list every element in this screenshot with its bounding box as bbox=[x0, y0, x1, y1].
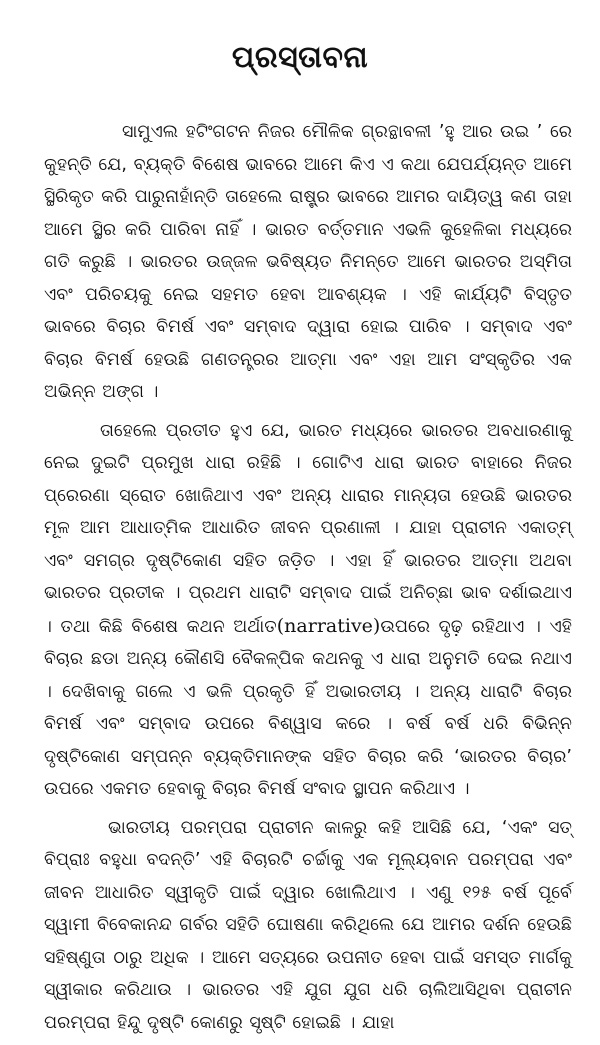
paragraph-3-text: ବହୁଧା ବଦନ୍ତି’ ଏହି ବିଚାରଟି ଚର୍ଚ୍ଚାକୁ ଏକ ମୂଲ୍ୟବାନ ପରମ୍ପରା ଏବଂ ଜୀବନ ଆଧାରିତ ସ୍ୱୀକୃତି ପାଇଁ ଦ୍ୱାର ଖୋଲିଥାଏ । ଏଣୁ ୧୨୫ ବର୍ଷ ପୂର୍ବେ ସ୍ୱାମୀ ବିବେକାନନ୍ଦ ଗର୍ବର ସହିତି ଘୋଷଣା କରିଥିଲେ ଯେ ଆମର ଦର୍ଶନ ହେଉଛି ସହିଷ୍ଣୁତା ଠାରୁ ଅଧିକ । ଆମେ ସତ୍ୟରେ ଉପନୀତ ହେବା ପାଇଁ ସମସ୍ତ ମାର୍ଗକୁ ସ୍ୱୀକାର କରିଥାଉ । ଭାରତର ଏହି ଯୁଗ ଯୁଗ ଧରି ଚାଲିଆସିଥିବା ପ୍ରାଚୀନ ପରମ୍ପରା ହିନ୍ଦୁ ଦୃଷ୍ଟି କୋଣରୁ ସୃଷ୍ଟି ହୋଇଛି । ଯାହା bbox=[44, 850, 572, 1033]
paragraph-3-start: ଭାରତୀୟ ପରମ୍ପରା ପ୍ରାଚୀନ କାଳରୁ କହି ଆସିଛି ଯେ, ‘ଏକଂ ସତ୍ ବିପ୍ରାଃ bbox=[44, 817, 572, 870]
paragraph-1: ସାମୁଏଲ ହଟିଂଗଟନ ନିଜର ମୌଳିକ ଗ୍ରନ୍ଥାବଳୀ ’ହୁ ଆର ଉଇ ’ ରେ କୁହନ୍ତି ଯେ, ବ୍ୟକ୍ତି ବିଶେଷ ଭାବରେ ଆମେ କିଏ ଏ କଥା ଯେପର୍ଯ୍ୟନ୍ତ ଆମେ ସ୍ଥିରିକୃତ କରି ପାରୁନାହାଁନ୍ତି ତାହେଲେ ରାଷ୍ଟ୍ର ଭାବରେ ଆମର ଦାୟିତ୍ୱ କଣ ତାହା ଆମେ ସ୍ଥିର କରି ପାରିବା ନାହିଁ । ଭାରତ ବର୍ତ୍ତମାନ ଏଭଳି କୁହେଳିକା ମଧ୍ୟରେ ଗତି କରୁଛି । ଭାରତର ଉଜ୍ଜଳ ଭବିଷ୍ୟତ ନିମନ୍ତେ ଆମେ ଭାରତର ଅସ୍ମିତା ଏବଂ ପରିଚୟକୁ ନେଇ ସହମତ ହେବା ଆବଶ୍ୟକ । ଏହି କାର୍ଯ୍ୟଟି ବିସ୍ତୃତ ଭାବରେ ବିଚାର ବିମର୍ଷ ଏବଂ ସମ୍ବାଦ ଦ୍ୱାରା ହୋଇ ପାରିବ । ସମ୍ବାଦ ଏବଂ ବିଚାର ବିମର୍ଷ ହେଉଛି ଗଣତନ୍ତ୍ରର ଆତ୍ମା ଏବଂ ଏହା ଆମ ସଂସ୍କୃତିର ଏକ ଅଭିନ୍ନ ଅଙ୍ଗ । bbox=[44, 122, 572, 402]
paragraph-2-text: ତାହେଲେ ପ୍ରତୀତ ହୁଏ ଯେ, ଭାରତ ମଧ୍ୟରେ ଭାରତର ଅବଧାରଣାକୁ ନେଇ ଦୁଇଟି ପ୍ରମୁଖ ଧାରା ରହିଛି । ଗୋଟିଏ ଧାରା ଭାରତ ବାହାରେ ନିଜର ପ୍ରେରଣା ସ୍ରୋତ ଖୋଜିଥାଏ ଏବଂ ଅନ୍ୟ ଧାରାର ମାନ୍ୟତା ହେଉଛି ଭାରତର ମୂଳ ଆମ ଆଧାତ୍ମିକ ଆଧାରିତ ଜୀବନ ପ୍ରଣାଳୀ । ଯାହା ପ୍ରାଚୀନ ଏକାତ୍ମ୍ ଏବଂ ସମଗ୍ର ଦୃଷ୍ଟିକୋଣ ସହିତ ଜଡ଼ିତ । ଏହା ହିଁ ଭାରତର ଆତ୍ମା ଅଥବା ଭାରତର ପ୍ରତୀକ । ପ୍ରଥମ ଧାରାଟି ସମ୍ବାଦ ପାଇଁ ଅନିଚ୍ଛା ଭାବ ଦର୍ଶାଇଥାଏ । ତଥା କିଛି ବିଶେଷ କଥନ ଅର୍ଥାତ bbox=[44, 420, 572, 637]
page-title: ପ୍ରସ୍ତାବନା bbox=[231, 40, 369, 75]
narrative-term: (narrative) bbox=[276, 614, 381, 637]
paragraph-3 bbox=[44, 812, 572, 1040]
paragraph-2 bbox=[44, 415, 572, 806]
document-body bbox=[44, 116, 572, 1045]
paragraph-2-continuation: ଉପରେ ଦୃଢ଼ ରହିଥାଏ । ଏହି ବିଚାର ଛଡା ଅନ୍ୟ କୌଣସି ବୈକଳ୍ପିକ କଥନକୁ ଏ ଧାରା ଅନୁମତି ଦେଇ ନଥାଏ । ଦେଖିବାକୁ ଗଲେ ଏ ଭଳି ପ୍ରକୃତି ହିଁ ଅଭାରତୀୟ । ଅନ୍ୟ ଧାରାଟି ବିଚାର ବିମର୍ଷ ଏବଂ ସମ୍ବାଦ ଉପରେ ବିଶ୍ୱାସ କରେ । ବର୍ଷ ବର୍ଷ ଧରି ବିଭିନ୍ନ ଦୃଷ୍ଟିକୋଣ ସମ୍ପନ୍ନ ବ୍ୟକ୍ତିମାନଙ୍କ ସହିତ ବିଚାର କରି ‘ଭାରତର ବିଚାର’ ଉପରେ ଏକମତ ହେବାକୁ ବିଚାର ବିମର୍ଷ ସଂବାଦ ସ୍ଥାପନ କରିଥାଏ । bbox=[44, 616, 572, 799]
